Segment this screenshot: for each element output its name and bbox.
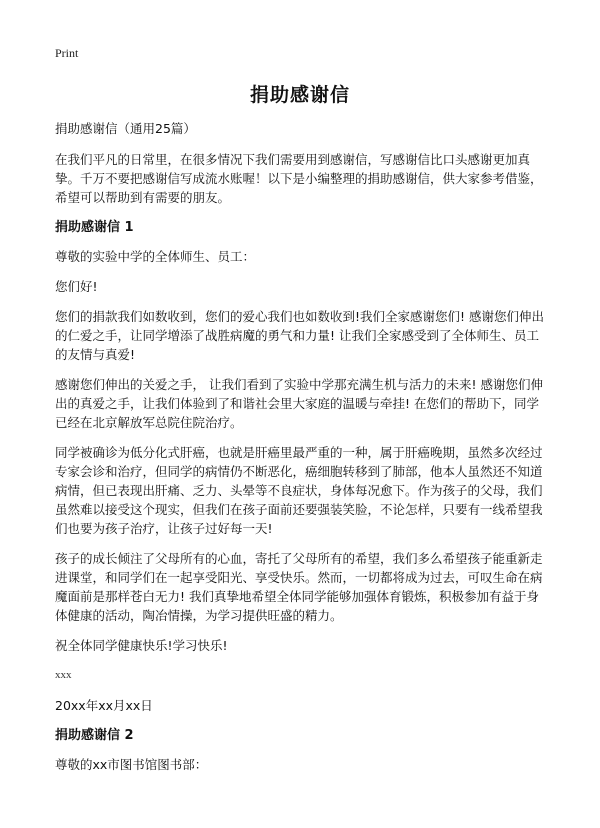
letter-2-heading: 捐助感谢信 2 bbox=[55, 728, 134, 743]
intro-paragraph: 在我们平凡的日常里，在很多情况下我们需要用到感谢信，写感谢信比口头感谢更加真挚。千万不要把感谢信写成流水账喔！以下是小编整理的捐助感谢信，供大家参考借鉴，希望可以帮助到有需要的朋友。 bbox=[55, 152, 543, 205]
document-body bbox=[55, 119, 545, 785]
letter-1-date: 20xx年xx月xx日 bbox=[55, 698, 153, 713]
letter-1-signature: xxx bbox=[55, 669, 72, 681]
letter-2-salutation: 尊敬的xx市图书馆图书部： bbox=[55, 757, 208, 772]
letter-1-paragraph: 您们的捐款我们如数收到，您们的爱心我们也如数收到!我们全家感谢您们! 感谢您们伸出的仁爱之手，让同学增添了战胜病魔的勇气和力量! 让我们全家感受到了全体师生、员工的友情与真爱! bbox=[55, 309, 544, 362]
letter-1-paragraph: 孩子的成长倾注了父母所有的心血，寄托了父母所有的希望，我们多么希望孩子能重新走进课堂，和同学们在一起享受阳光、享受快乐。然而，一切都将成为过去，可叹生命在病魔面前是那样苍白无力! 我们真挚地希望全体同学能够加强体育锻炼，积极参加有益于身体健康的活动，陶冶情操，为学习提供旺盛的精力。 bbox=[55, 551, 543, 623]
letter-1-paragraph: 同学被确诊为低分化式肝癌，也就是肝癌里最严重的一种，属于肝癌晚期，虽然多次经过专家会诊和治疗，但同学的病情仍不断恶化，癌细胞转移到了肺部，他本人虽然还不知道病情，但已表现出肝痛、乏力、头晕等不良症状，身体每况愈下。作为孩子的父母，我们虽然难以接受这个现实，但我们在孩子面前还要强装笑脸，不论怎样，只要有一线希望我们也要为孩子治疗，让孩子过好每一天! bbox=[55, 445, 543, 536]
letter-1-salutation: 尊敬的实验中学的全体师生、员工： bbox=[55, 249, 256, 264]
letter-1-greeting: 您们好! bbox=[55, 279, 98, 294]
letter-1-heading: 捐助感谢信 1 bbox=[55, 220, 134, 235]
document-subtitle: 捐助感谢信（通用25篇） bbox=[55, 121, 196, 136]
letter-1-paragraph: 感谢您们伸出的关爱之手， 让我们看到了实验中学那充满生机与活力的未来! 感谢您们伸出的真爱之手，让我们体验到了和谐社会里大家庭的温暖与牵挂! 在您们的帮助下，同学已经在北京解放军总院住院治疗。 bbox=[55, 377, 543, 430]
print-label: Print bbox=[55, 46, 79, 60]
letter-1-closing: 祝全体同学健康快乐!学习快乐! bbox=[55, 638, 228, 653]
document-title: 捐助感谢信 bbox=[249, 84, 350, 106]
